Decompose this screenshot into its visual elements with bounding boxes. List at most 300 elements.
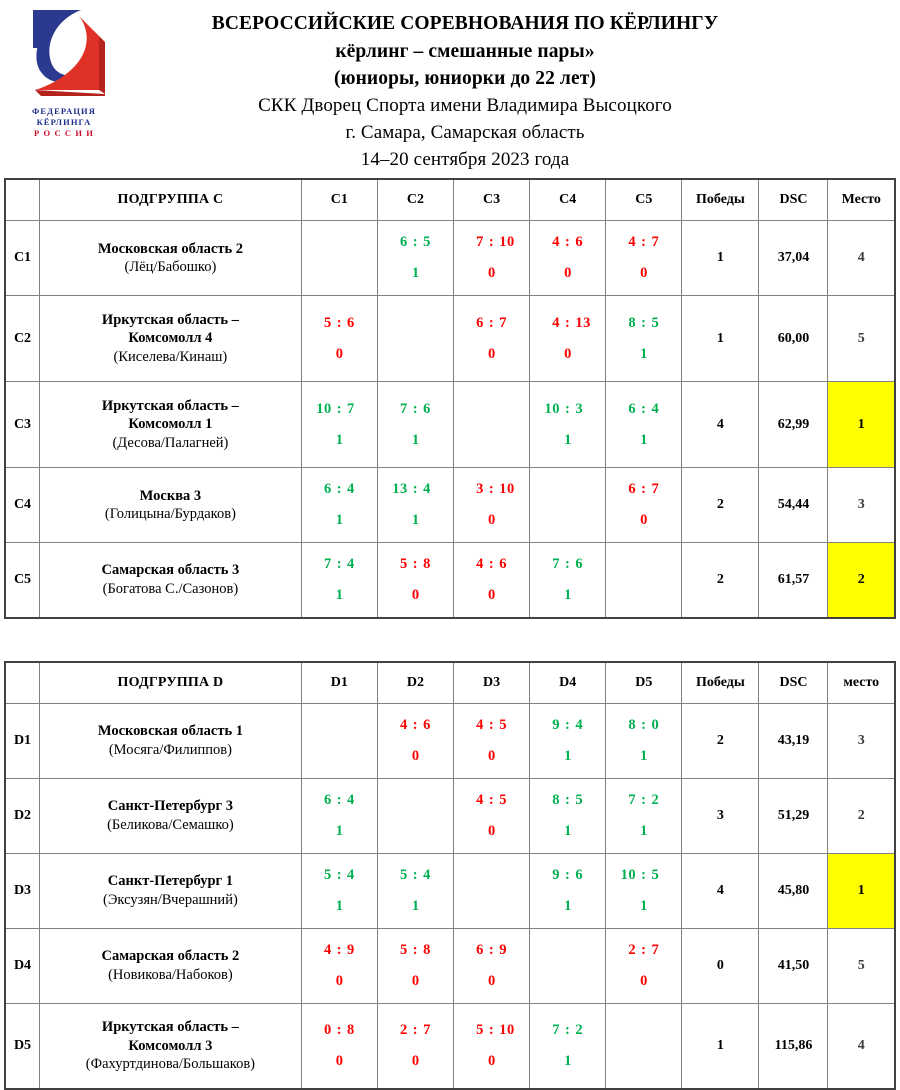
- header-dsc: DSC: [759, 179, 828, 221]
- row-id-D2: D2: [5, 778, 40, 853]
- match-points: 0: [381, 1053, 450, 1070]
- match-points: 0: [457, 1053, 526, 1070]
- wins-value: 2: [682, 543, 759, 618]
- score-cell-D3-vs-D1: [301, 853, 377, 928]
- match-points: 1: [609, 898, 678, 915]
- score-opponent: 10: [499, 234, 519, 251]
- dsc-value: 115,86: [759, 1003, 828, 1089]
- header-group-label: ПОДГРУППА D: [40, 662, 302, 704]
- score-cell-C2-vs-C4: [530, 296, 606, 382]
- score-cell-D2-vs-D3: [454, 778, 530, 853]
- score-cell-D4-vs-D1: [301, 928, 377, 1003]
- place-value: 4: [828, 221, 895, 296]
- score-separator: :: [484, 556, 499, 573]
- self-cell-D4: [530, 928, 606, 1003]
- score-separator: :: [560, 556, 575, 573]
- row-id-C1: C1: [5, 221, 40, 296]
- score-cell-C1-vs-C5: [606, 221, 682, 296]
- score-opponent: 4: [423, 867, 443, 884]
- header-opponent-D3: D3: [454, 662, 530, 704]
- score-own: 10: [616, 867, 636, 884]
- score-opponent: 6: [575, 556, 595, 573]
- score-opponent: 8: [423, 942, 443, 959]
- team-players: (Богатова С./Сазонов): [40, 580, 301, 598]
- score-own: 0: [312, 1022, 332, 1039]
- dsc-value: 45,80: [759, 853, 828, 928]
- score-separator: :: [408, 481, 423, 498]
- score-opponent: 4: [347, 792, 367, 809]
- score-cell-D2-vs-D5: [606, 778, 682, 853]
- score-separator: :: [560, 234, 575, 251]
- score-own: 6: [464, 315, 484, 332]
- score-own: 6: [616, 481, 636, 498]
- header-opponent-C1: C1: [301, 179, 377, 221]
- team-name-line: Комсомолл 4: [40, 329, 301, 347]
- place-value: 5: [828, 296, 895, 382]
- score-opponent: 6: [347, 315, 367, 332]
- score-cell-D3-vs-D5: [606, 853, 682, 928]
- score-own: 4: [464, 792, 484, 809]
- match-points: 1: [305, 823, 374, 840]
- match-points: 0: [609, 512, 678, 529]
- score-own: 4: [464, 556, 484, 573]
- score-opponent: 7: [651, 234, 671, 251]
- score-cell-C2-vs-C3: [454, 296, 530, 382]
- team-name-line: Иркутская область –: [40, 311, 301, 329]
- table-row: [5, 221, 895, 296]
- score-own: 7: [616, 792, 636, 809]
- event-city: г. Самара, Самарская область: [120, 120, 810, 147]
- score-opponent: 6: [423, 401, 443, 418]
- score-cell-D1-vs-D2: [377, 703, 453, 778]
- score-cell-D5-vs-D1: [301, 1003, 377, 1089]
- score-separator: :: [636, 717, 651, 734]
- score-separator: :: [484, 942, 499, 959]
- score-opponent: 5: [499, 717, 519, 734]
- match-points: 1: [381, 432, 450, 449]
- team-players: (Фахуртдинова/Большаков): [40, 1055, 301, 1073]
- header-wins: Победы: [682, 179, 759, 221]
- dsc-value: 54,44: [759, 468, 828, 543]
- score-cell-C1-vs-C3: [454, 221, 530, 296]
- score-own: 8: [616, 717, 636, 734]
- header-opponent-D5: D5: [606, 662, 682, 704]
- team-players: (Голицына/Бурдаков): [40, 505, 301, 523]
- row-id-C2: C2: [5, 296, 40, 382]
- self-cell-C3: [454, 382, 530, 468]
- table-gap: [4, 619, 896, 661]
- score-separator: :: [636, 481, 651, 498]
- match-points: 0: [457, 973, 526, 990]
- match-points: 1: [381, 265, 450, 282]
- score-separator: :: [560, 867, 575, 884]
- score-own: 10: [312, 401, 332, 418]
- self-cell-D2: [377, 778, 453, 853]
- match-points: 0: [609, 973, 678, 990]
- event-dates: 14–20 сентября 2023 года: [120, 147, 810, 174]
- team-cell: [40, 468, 302, 543]
- team-cell: [40, 853, 302, 928]
- score-separator: :: [636, 234, 651, 251]
- score-opponent: 7: [347, 401, 367, 418]
- score-opponent: 6: [423, 717, 443, 734]
- dsc-value: 41,50: [759, 928, 828, 1003]
- table-row: [5, 928, 895, 1003]
- match-points: 0: [457, 346, 526, 363]
- score-own: 4: [540, 315, 560, 332]
- team-name-line: Комсомолл 3: [40, 1037, 301, 1055]
- score-cell-D1-vs-D3: [454, 703, 530, 778]
- match-points: 0: [381, 973, 450, 990]
- team-cell: [40, 382, 302, 468]
- score-opponent: 6: [499, 556, 519, 573]
- team-cell: [40, 1003, 302, 1089]
- header-dsc: DSC: [759, 662, 828, 704]
- row-id-C5: C5: [5, 543, 40, 618]
- wins-value: 3: [682, 778, 759, 853]
- score-opponent: 5: [575, 792, 595, 809]
- score-separator: :: [636, 792, 651, 809]
- wins-value: 4: [682, 382, 759, 468]
- table-row: [5, 296, 895, 382]
- dsc-value: 43,19: [759, 703, 828, 778]
- score-own: 7: [540, 1022, 560, 1039]
- score-separator: :: [636, 867, 651, 884]
- event-venue: СКК Дворец Спорта имени Владимира Высоцкого: [120, 93, 810, 120]
- score-separator: :: [332, 867, 347, 884]
- score-own: 2: [388, 1022, 408, 1039]
- wins-value: 1: [682, 296, 759, 382]
- team-players: (Эксузян/Вчерашний): [40, 891, 301, 909]
- place-value: 4: [828, 1003, 895, 1089]
- score-own: 7: [388, 401, 408, 418]
- score-cell-D2-vs-D4: [530, 778, 606, 853]
- team-cell: [40, 543, 302, 618]
- event-title-line-1: ВСЕРОССИЙСКИЕ СОРЕВНОВАНИЯ ПО КЁРЛИНГУ: [120, 10, 810, 38]
- standings-table-group-c: [4, 178, 896, 619]
- score-own: 4: [312, 942, 332, 959]
- header-place: место: [828, 662, 895, 704]
- place-value: 3: [828, 703, 895, 778]
- score-own: 13: [388, 481, 408, 498]
- team-cell: [40, 221, 302, 296]
- score-cell-D2-vs-D1: [301, 778, 377, 853]
- row-id-C4: C4: [5, 468, 40, 543]
- dsc-value: 62,99: [759, 382, 828, 468]
- score-cell-D5-vs-D3: [454, 1003, 530, 1089]
- score-separator: :: [408, 401, 423, 418]
- score-own: 8: [540, 792, 560, 809]
- score-separator: :: [560, 315, 575, 332]
- page-header: [0, 0, 900, 178]
- score-cell-D4-vs-D3: [454, 928, 530, 1003]
- match-points: 0: [457, 265, 526, 282]
- logo-caption: [32, 106, 96, 140]
- score-own: 6: [312, 481, 332, 498]
- match-points: 0: [457, 748, 526, 765]
- match-points: 1: [533, 748, 602, 765]
- score-separator: :: [636, 401, 651, 418]
- match-points: 1: [533, 1053, 602, 1070]
- table-header-row: [5, 662, 895, 704]
- score-separator: :: [484, 315, 499, 332]
- table-row: [5, 382, 895, 468]
- header-opponent-D2: D2: [377, 662, 453, 704]
- self-cell-C2: [377, 296, 453, 382]
- score-cell-C2-vs-C1: [301, 296, 377, 382]
- match-points: 1: [305, 432, 374, 449]
- match-points: 1: [609, 823, 678, 840]
- event-title-line-2: кёрлинг – смешанные пары»: [120, 38, 810, 66]
- place-value: 1: [828, 382, 895, 468]
- score-cell-D4-vs-D5: [606, 928, 682, 1003]
- score-separator: :: [560, 401, 575, 418]
- header-id-corner: [5, 662, 40, 704]
- place-value: 5: [828, 928, 895, 1003]
- score-cell-D1-vs-D5: [606, 703, 682, 778]
- score-opponent: 9: [499, 942, 519, 959]
- score-separator: :: [408, 717, 423, 734]
- header-group-label: ПОДГРУППА С: [40, 179, 302, 221]
- score-separator: :: [484, 234, 499, 251]
- match-points: 0: [305, 973, 374, 990]
- score-cell-C5-vs-C2: [377, 543, 453, 618]
- team-name-line: Самарская область 2: [40, 947, 301, 965]
- wins-value: 1: [682, 1003, 759, 1089]
- score-own: 5: [388, 942, 408, 959]
- team-players: (Лёц/Бабошко): [40, 258, 301, 276]
- score-own: 6: [312, 792, 332, 809]
- score-separator: :: [332, 401, 347, 418]
- table-row: [5, 468, 895, 543]
- team-name-line: Московская область 2: [40, 240, 301, 258]
- dsc-value: 61,57: [759, 543, 828, 618]
- match-points: 1: [305, 898, 374, 915]
- team-name-line: Иркутская область –: [40, 397, 301, 415]
- score-own: 5: [312, 867, 332, 884]
- score-opponent: 5: [651, 867, 671, 884]
- match-points: 1: [305, 512, 374, 529]
- wins-value: 0: [682, 928, 759, 1003]
- score-own: 7: [540, 556, 560, 573]
- score-opponent: 7: [499, 315, 519, 332]
- score-own: 6: [616, 401, 636, 418]
- team-players: (Мосяга/Филиппов): [40, 741, 301, 759]
- score-opponent: 10: [499, 1022, 519, 1039]
- header-opponent-C2: C2: [377, 179, 453, 221]
- score-opponent: 6: [575, 234, 595, 251]
- match-points: 1: [381, 512, 450, 529]
- score-own: 5: [388, 867, 408, 884]
- row-id-D3: D3: [5, 853, 40, 928]
- score-opponent: 7: [651, 481, 671, 498]
- match-points: 1: [533, 898, 602, 915]
- score-separator: :: [484, 1022, 499, 1039]
- score-separator: :: [484, 792, 499, 809]
- score-separator: :: [332, 942, 347, 959]
- header-opponent-C3: C3: [454, 179, 530, 221]
- score-cell-C5-vs-C3: [454, 543, 530, 618]
- score-separator: :: [408, 234, 423, 251]
- score-cell-C1-vs-C2: [377, 221, 453, 296]
- score-cell-C4-vs-C1: [301, 468, 377, 543]
- standings-tables: [0, 178, 900, 1090]
- row-id-D5: D5: [5, 1003, 40, 1089]
- match-points: 0: [381, 748, 450, 765]
- score-cell-C1-vs-C4: [530, 221, 606, 296]
- score-opponent: 8: [423, 556, 443, 573]
- score-own: 4: [388, 717, 408, 734]
- score-opponent: 4: [347, 481, 367, 498]
- logo-block: [0, 6, 120, 140]
- wins-value: 2: [682, 468, 759, 543]
- score-opponent: 4: [347, 556, 367, 573]
- score-own: 5: [388, 556, 408, 573]
- match-points: 1: [609, 748, 678, 765]
- score-own: 7: [464, 234, 484, 251]
- match-points: 0: [533, 265, 602, 282]
- header-opponent-D1: D1: [301, 662, 377, 704]
- score-cell-C4-vs-C2: [377, 468, 453, 543]
- score-separator: :: [560, 792, 575, 809]
- score-own: 8: [616, 315, 636, 332]
- score-separator: :: [332, 481, 347, 498]
- match-points: 0: [609, 265, 678, 282]
- score-opponent: 5: [423, 234, 443, 251]
- self-cell-D3: [454, 853, 530, 928]
- score-separator: :: [332, 792, 347, 809]
- score-separator: :: [408, 942, 423, 959]
- score-own: 2: [616, 942, 636, 959]
- score-separator: :: [484, 481, 499, 498]
- score-separator: :: [408, 1022, 423, 1039]
- match-points: 1: [533, 432, 602, 449]
- team-name-line: Санкт-Петербург 3: [40, 797, 301, 815]
- score-separator: :: [484, 717, 499, 734]
- score-own: 4: [540, 234, 560, 251]
- score-opponent: 2: [651, 792, 671, 809]
- score-opponent: 2: [575, 1022, 595, 1039]
- score-cell-C4-vs-C5: [606, 468, 682, 543]
- score-own: 4: [616, 234, 636, 251]
- score-cell-D3-vs-D4: [530, 853, 606, 928]
- self-cell-D5: [606, 1003, 682, 1089]
- score-opponent: 9: [347, 942, 367, 959]
- team-name-line: Москва 3: [40, 487, 301, 505]
- match-points: 1: [305, 587, 374, 604]
- score-own: 10: [540, 401, 560, 418]
- score-cell-C5-vs-C1: [301, 543, 377, 618]
- score-opponent: 5: [499, 792, 519, 809]
- header-place: Место: [828, 179, 895, 221]
- event-title-line-3: (юниоры, юниорки до 22 лет): [120, 65, 810, 93]
- match-points: 0: [457, 823, 526, 840]
- score-cell-D1-vs-D4: [530, 703, 606, 778]
- header-wins: Победы: [682, 662, 759, 704]
- score-cell-D5-vs-D4: [530, 1003, 606, 1089]
- table-row: [5, 1003, 895, 1089]
- curling-federation-emblem-icon: [21, 6, 107, 102]
- match-points: 1: [533, 823, 602, 840]
- score-own: 9: [540, 867, 560, 884]
- score-opponent: 4: [423, 481, 443, 498]
- score-cell-C5-vs-C4: [530, 543, 606, 618]
- score-separator: :: [636, 942, 651, 959]
- score-opponent: 7: [423, 1022, 443, 1039]
- score-own: 6: [464, 942, 484, 959]
- score-opponent: 6: [575, 867, 595, 884]
- standings-table-group-d: [4, 661, 896, 1090]
- place-value: 3: [828, 468, 895, 543]
- score-opponent: 0: [651, 717, 671, 734]
- self-cell-C1: [301, 221, 377, 296]
- row-id-D1: D1: [5, 703, 40, 778]
- match-points: 1: [381, 898, 450, 915]
- score-opponent: 4: [347, 867, 367, 884]
- score-cell-C2-vs-C5: [606, 296, 682, 382]
- score-cell-D5-vs-D2: [377, 1003, 453, 1089]
- logo-caption-line-1: ФЕДЕРАЦИЯ: [32, 106, 96, 117]
- score-own: 6: [388, 234, 408, 251]
- score-cell-C3-vs-C2: [377, 382, 453, 468]
- event-title-block: [120, 6, 900, 174]
- score-own: 5: [464, 1022, 484, 1039]
- score-separator: :: [332, 556, 347, 573]
- wins-value: 2: [682, 703, 759, 778]
- score-opponent: 8: [347, 1022, 367, 1039]
- dsc-value: 60,00: [759, 296, 828, 382]
- team-cell: [40, 928, 302, 1003]
- team-name-line: Комсомолл 1: [40, 415, 301, 433]
- score-cell-C4-vs-C3: [454, 468, 530, 543]
- score-separator: :: [408, 867, 423, 884]
- wins-value: 1: [682, 221, 759, 296]
- team-cell: [40, 296, 302, 382]
- table-row: [5, 853, 895, 928]
- place-value: 2: [828, 778, 895, 853]
- score-separator: :: [332, 315, 347, 332]
- score-opponent: 5: [651, 315, 671, 332]
- match-points: 1: [533, 587, 602, 604]
- score-separator: :: [560, 717, 575, 734]
- place-value: 1: [828, 853, 895, 928]
- table-row: [5, 778, 895, 853]
- self-cell-D1: [301, 703, 377, 778]
- self-cell-C5: [606, 543, 682, 618]
- match-points: 1: [609, 432, 678, 449]
- header-id-corner: [5, 179, 40, 221]
- score-cell-D4-vs-D2: [377, 928, 453, 1003]
- dsc-value: 37,04: [759, 221, 828, 296]
- score-separator: :: [560, 1022, 575, 1039]
- team-players: (Десова/Палагней): [40, 434, 301, 452]
- match-points: 0: [457, 512, 526, 529]
- match-points: 1: [609, 346, 678, 363]
- row-id-D4: D4: [5, 928, 40, 1003]
- table-header-row: [5, 179, 895, 221]
- team-name-line: Иркутская область –: [40, 1018, 301, 1036]
- header-opponent-D4: D4: [530, 662, 606, 704]
- header-opponent-C5: C5: [606, 179, 682, 221]
- team-players: (Беликова/Семашко): [40, 816, 301, 834]
- score-opponent: 3: [575, 401, 595, 418]
- score-opponent: 13: [575, 315, 595, 332]
- place-value: 2: [828, 543, 895, 618]
- score-cell-C3-vs-C4: [530, 382, 606, 468]
- match-points: 0: [305, 1053, 374, 1070]
- score-own: 4: [464, 717, 484, 734]
- logo-caption-line-2: КЁРЛИНГА: [32, 117, 96, 128]
